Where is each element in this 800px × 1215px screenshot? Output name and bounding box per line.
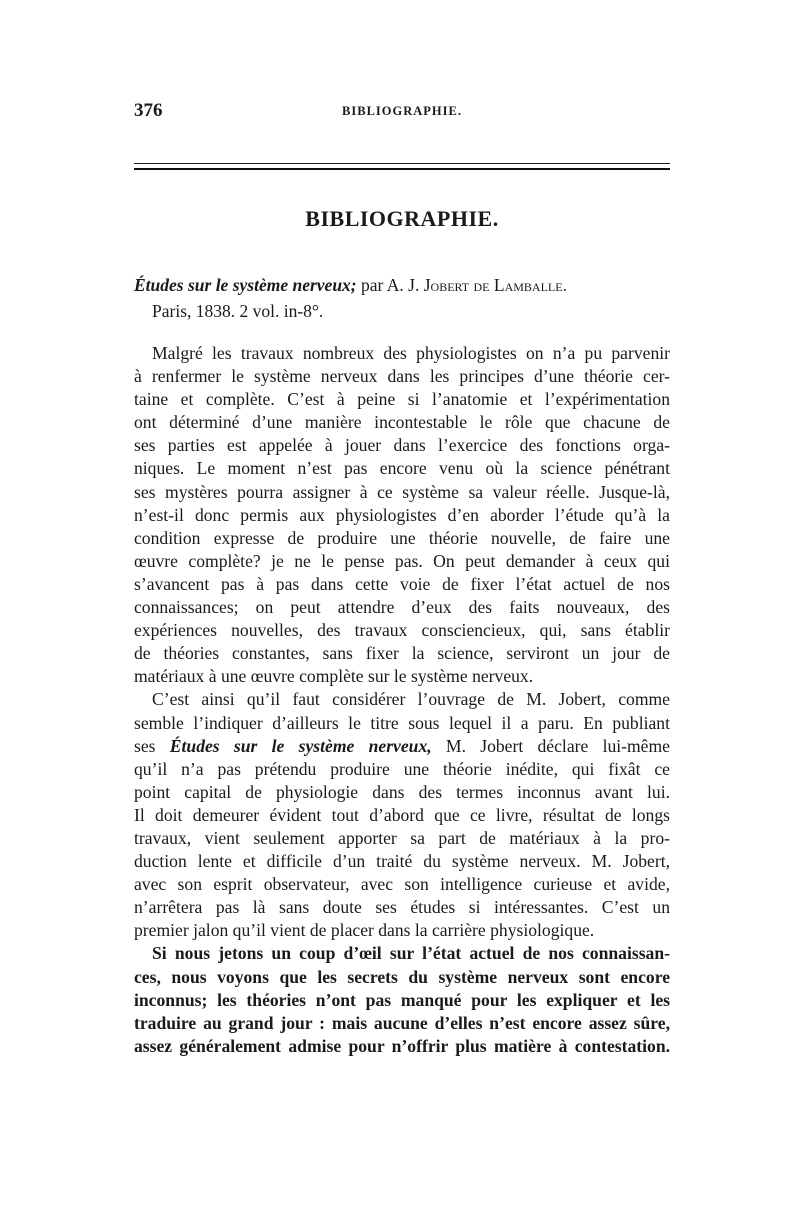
text-line: taine et complète. C’est à peine si l’anatomie et l’expérimentation: [134, 389, 670, 410]
text-line: condition expresse de produire une théorie nouvelle, de faire une: [134, 527, 670, 548]
text-line: ses parties est appelée à jouer dans l’exercice des fonctions orga-: [134, 435, 670, 456]
text-line: s’avancent pas à pas dans cette voie de fixer l’état actuel de nos: [134, 573, 670, 594]
page-number: 376: [134, 100, 163, 121]
italic-title: Études sur le système nerveux,: [169, 735, 432, 756]
section-title: BIBLIOGRAPHIE.: [305, 206, 499, 231]
text-line: connaissances; on peut attendre d’eux des faits nouveaux, des: [134, 597, 670, 618]
text-line: avec son esprit observateur, avec son intelligence curieuse et avide,: [134, 874, 670, 895]
text-line: ses mystères pourra assigner à ce système sa valeur réelle. Jusque-là,: [134, 481, 670, 502]
text-line: point capital de physiologie dans des termes inconnus avant lui.: [134, 781, 670, 802]
body-text: [134, 342, 670, 1058]
text-line: Si nous jetons un coup d’œil sur l’état actuel de nos connaissan-: [152, 943, 670, 964]
text-line: premier jalon qu’il vient de placer dans la carrière physiologique.: [134, 920, 595, 941]
paragraph-1: [134, 342, 670, 688]
header-rule-thick: [134, 168, 670, 170]
paragraph-2: [134, 688, 670, 942]
text-line: de théories constantes, sans fixer la science, serviront un jour de: [134, 643, 670, 664]
text-line: Malgré les travaux nombreux des physiologistes on n’a pu parvenir: [152, 343, 670, 363]
header-rule-thin: [134, 163, 670, 164]
text-line: qu’il n’a pas prétendu produire une théorie inédite, qui fixât ce: [134, 758, 670, 779]
text-line: niques. Le moment n’est pas encore venu où la science pénétrant: [134, 458, 670, 479]
citation-by: par A. J.: [356, 275, 424, 295]
work-title: Études sur le système nerveux;: [134, 275, 357, 295]
text-line: semble l’indiquer d’ailleurs le titre sous lequel il a paru. En publiant: [134, 712, 670, 733]
publication-info: Paris, 1838. 2 vol. in-8°.: [152, 301, 324, 321]
text-line: inconnus; les théories n’ont pas manqué pour les expliquer et les: [134, 989, 670, 1010]
running-head: [134, 100, 670, 124]
text-line: assez généralement admise pour n’offrir plus matière à contestation.: [134, 1035, 670, 1056]
text-line: œuvre complète? je ne le pense pas. On peut demander à ceux qui: [134, 550, 670, 571]
author-name: Jobert de Lamballe.: [423, 275, 567, 295]
citation-line-1: [134, 272, 670, 298]
text-line: ces, nous voyons que les secrets du système nerveux sont encore: [134, 966, 670, 987]
text-line: C’est ainsi qu’il faut considérer l’ouvrage de M. Jobert, comme: [152, 689, 670, 710]
text-line: ses Études sur le système nerveux, M. Jobert déclare lui-même: [134, 735, 670, 756]
text-line: à renfermer le système nerveux dans les principes d’une théorie cer-: [134, 366, 670, 387]
running-title: BIBLIOGRAPHIE.: [342, 104, 462, 118]
citation: [134, 272, 670, 324]
text-line: expériences nouvelles, des travaux consciencieux, qui, sans établir: [134, 620, 670, 641]
text-line: n’est-il donc permis aux physiologistes d’en aborder l’étude qu’à la: [134, 504, 670, 525]
text-line: Il doit demeurer évident tout d’abord que ce livre, résultat de longs: [134, 804, 670, 825]
text-line: duction lente et difficile d’un traité du système nerveux. M. Jobert,: [134, 851, 670, 872]
text-line: matériaux à une œuvre complète sur le système nerveux.: [134, 666, 534, 687]
text-line: n’arrêtera pas là sans doute ses études si intéressantes. C’est un: [134, 897, 670, 918]
text-line: ont déterminé d’une manière incontestable le rôle que chacune de: [134, 412, 670, 433]
text-line: traduire au grand jour : mais aucune d’elles n’est encore assez sûre,: [134, 1012, 670, 1033]
text-line: travaux, vient seulement apporter sa part de matériaux à la pro-: [134, 827, 670, 848]
paragraph-3: [134, 942, 670, 1057]
